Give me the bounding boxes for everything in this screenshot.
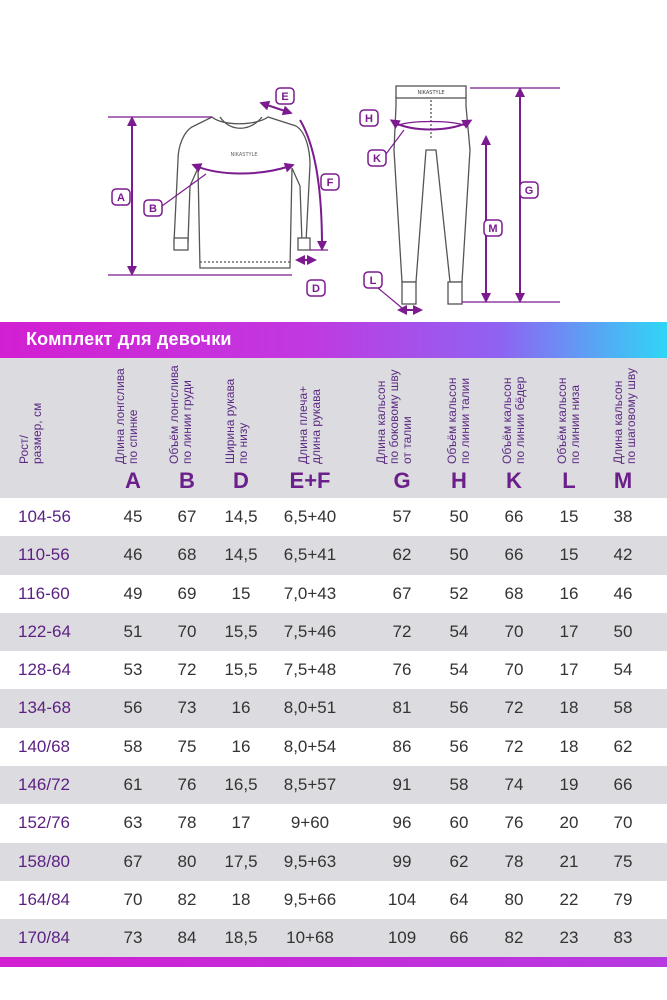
header-letter-a: A xyxy=(125,468,141,493)
value-cell: 58 xyxy=(449,775,469,795)
value-cell: 52 xyxy=(449,583,469,603)
value-cell: 74 xyxy=(504,775,524,795)
svg-text:H: H xyxy=(365,113,373,125)
value-cell: 75 xyxy=(177,736,197,756)
value-cell: 38 xyxy=(613,507,633,526)
value-cell: 76 xyxy=(504,813,524,833)
value-cell: 70 xyxy=(123,889,143,909)
header-letter-d: D xyxy=(233,468,249,493)
header-col-a: Длина лонгслива по спинке xyxy=(113,368,140,464)
value-cell: 80 xyxy=(177,851,197,871)
value-cell: 62 xyxy=(613,736,633,756)
value-cell: 109 xyxy=(387,928,417,948)
value-cell: 81 xyxy=(392,698,412,718)
value-cell: 15 xyxy=(231,583,251,603)
size-cell: 110-56 xyxy=(18,545,70,565)
value-cell: 49 xyxy=(123,583,143,603)
title-banner xyxy=(0,322,667,358)
value-cell: 45 xyxy=(123,507,143,526)
value-cell: 7,0+43 xyxy=(283,583,337,603)
table-row xyxy=(0,689,667,727)
value-cell: 8,0+51 xyxy=(283,698,337,718)
value-cell: 78 xyxy=(504,851,524,871)
value-cell: 23 xyxy=(559,928,579,948)
size-cell: 170/84 xyxy=(18,928,70,948)
value-cell: 6,5+41 xyxy=(283,545,337,565)
value-cell: 10+68 xyxy=(286,928,334,948)
value-cell: 18 xyxy=(231,889,251,909)
value-cell: 19 xyxy=(559,775,579,795)
measurement-diagram xyxy=(0,0,667,322)
shirt-brand-label: NIKASTYLE xyxy=(230,152,258,158)
value-cell: 73 xyxy=(123,928,143,948)
value-cell: 18 xyxy=(559,736,579,756)
marker-g xyxy=(520,182,538,198)
svg-text:A: A xyxy=(117,192,125,204)
value-cell: 17,5 xyxy=(224,851,258,871)
value-cell: 54 xyxy=(449,660,469,680)
svg-text:F: F xyxy=(326,177,334,189)
pants-brand-label: NIKASTYLE xyxy=(417,90,445,96)
value-cell: 75 xyxy=(613,851,633,871)
value-cell: 9,5+66 xyxy=(283,889,337,909)
value-cell: 17 xyxy=(231,813,251,833)
value-cell: 51 xyxy=(123,621,143,641)
value-cell: 60 xyxy=(449,813,469,833)
header-col-h: Объём кальсон по линии талии xyxy=(445,377,472,464)
value-cell: 56 xyxy=(449,698,469,718)
value-cell: 15 xyxy=(559,545,579,565)
size-cell: 158/80 xyxy=(18,851,70,871)
value-cell: 64 xyxy=(449,889,469,909)
value-cell: 82 xyxy=(504,928,524,948)
header-letter-m: M xyxy=(613,468,633,493)
marker-d xyxy=(307,280,325,296)
value-cell: 6,5+40 xyxy=(283,507,337,526)
value-cell: 67 xyxy=(392,583,412,603)
value-cell: 9,5+63 xyxy=(283,851,337,871)
value-cell: 54 xyxy=(449,621,469,641)
value-cell: 76 xyxy=(392,660,412,680)
value-cell: 15,5 xyxy=(224,621,258,641)
header-col-m: Длина кальсон по шаговому шву xyxy=(611,368,638,464)
marker-m xyxy=(484,220,502,236)
value-cell: 58 xyxy=(123,736,143,756)
value-cell: 18 xyxy=(559,698,579,718)
value-cell: 53 xyxy=(123,660,143,680)
value-cell: 14,5 xyxy=(224,545,258,565)
value-cell: 62 xyxy=(392,545,412,565)
value-cell: 50 xyxy=(449,507,469,526)
value-cell: 70 xyxy=(613,813,633,833)
value-cell: 50 xyxy=(449,545,469,565)
value-cell: 46 xyxy=(123,545,143,565)
table-row xyxy=(0,843,667,881)
size-cell: 164/84 xyxy=(18,889,70,909)
value-cell: 16 xyxy=(559,583,579,603)
header-letter-h: H xyxy=(451,468,467,493)
value-cell: 104 xyxy=(387,889,417,909)
header-col-l: Объём кальсон по линии низа xyxy=(555,377,582,464)
marker-h xyxy=(360,110,378,126)
marker-a xyxy=(112,189,130,205)
svg-text:K: K xyxy=(373,153,381,165)
value-cell: 78 xyxy=(177,813,197,833)
header-col-g: Длина кальсон по боковому шву от талии xyxy=(374,369,414,464)
marker-f xyxy=(321,174,339,190)
header-col-k: Объём кальсон по линии бёдер xyxy=(500,376,527,464)
value-cell: 8,0+54 xyxy=(283,736,337,756)
value-cell: 67 xyxy=(123,851,143,871)
header-letter-g: G xyxy=(393,468,411,493)
value-cell: 84 xyxy=(177,928,197,948)
size-table-body xyxy=(0,498,667,958)
table-row xyxy=(0,728,667,766)
header-letter-k: K xyxy=(506,468,522,493)
svg-text:B: B xyxy=(149,203,157,215)
size-cell: 122-64 xyxy=(18,621,71,641)
value-cell: 56 xyxy=(123,698,143,718)
value-cell: 91 xyxy=(392,775,412,795)
svg-text:L: L xyxy=(369,275,377,287)
header-letter-l: L xyxy=(562,468,576,493)
value-cell: 46 xyxy=(613,583,633,603)
value-cell: 96 xyxy=(392,813,412,833)
value-cell: 15 xyxy=(559,507,579,526)
value-cell: 50 xyxy=(613,621,633,641)
table-row xyxy=(0,536,667,574)
value-cell: 16 xyxy=(231,736,251,756)
size-cell: 134-68 xyxy=(18,698,71,718)
value-cell: 68 xyxy=(177,545,197,565)
bottom-accent-bar xyxy=(0,957,667,967)
header-col-b: Объём лонгслива по линии груди xyxy=(167,365,194,464)
svg-text:D: D xyxy=(312,283,320,295)
value-cell: 16,5 xyxy=(224,775,258,795)
value-cell: 8,5+57 xyxy=(283,775,337,795)
header-col-d: Ширина рукава по низу xyxy=(223,378,250,464)
leggings-drawing xyxy=(394,86,470,304)
value-cell: 16 xyxy=(231,698,251,718)
value-cell: 42 xyxy=(613,545,633,565)
value-cell: 70 xyxy=(504,621,524,641)
value-cell: 69 xyxy=(177,583,197,603)
value-cell: 67 xyxy=(177,507,197,526)
banner-title: Комплект для девочки xyxy=(26,329,232,349)
table-row xyxy=(0,881,667,919)
header-letter-ef: E+F xyxy=(289,468,331,493)
value-cell: 79 xyxy=(613,889,633,909)
svg-text:E: E xyxy=(281,91,289,103)
longsleeve-drawing xyxy=(174,117,310,268)
value-cell: 63 xyxy=(123,813,143,833)
header-letter-b: B xyxy=(179,468,195,493)
value-cell: 70 xyxy=(177,621,197,641)
value-cell: 7,5+46 xyxy=(283,621,337,641)
table-row xyxy=(0,498,667,536)
header-col-ef: Длина плеча+ длина рукава xyxy=(296,385,323,464)
size-cell: 128-64 xyxy=(18,660,71,680)
value-cell: 66 xyxy=(504,507,524,526)
value-cell: 9+60 xyxy=(290,813,330,833)
value-cell: 72 xyxy=(504,698,524,718)
value-cell: 70 xyxy=(504,660,524,680)
value-cell: 14,5 xyxy=(224,507,258,526)
value-cell: 86 xyxy=(392,736,412,756)
marker-l xyxy=(364,272,402,308)
size-cell: 146/72 xyxy=(18,775,70,795)
value-cell: 72 xyxy=(504,736,524,756)
value-cell: 7,5+48 xyxy=(283,660,337,680)
svg-text:G: G xyxy=(524,185,534,197)
value-cell: 82 xyxy=(177,889,197,909)
value-cell: 61 xyxy=(123,775,143,795)
value-cell: 22 xyxy=(559,889,579,909)
table-row xyxy=(0,766,667,804)
value-cell: 58 xyxy=(613,698,633,718)
header-size: Рост/ размер, см xyxy=(17,402,44,464)
value-cell: 68 xyxy=(504,583,524,603)
value-cell: 83 xyxy=(613,928,633,948)
value-cell: 76 xyxy=(177,775,197,795)
marker-e xyxy=(276,88,294,104)
value-cell: 15,5 xyxy=(224,660,258,680)
table-row xyxy=(0,651,667,689)
table-row xyxy=(0,575,667,613)
value-cell: 66 xyxy=(449,928,469,948)
value-cell: 72 xyxy=(392,621,412,641)
table-row xyxy=(0,919,667,957)
value-cell: 21 xyxy=(559,851,579,871)
value-cell: 17 xyxy=(559,660,579,680)
value-cell: 20 xyxy=(559,813,579,833)
size-cell: 116-60 xyxy=(18,583,70,603)
size-cell: 140/68 xyxy=(18,736,70,756)
value-cell: 56 xyxy=(449,736,469,756)
value-cell: 80 xyxy=(504,889,524,909)
table-row xyxy=(0,804,667,842)
table-row xyxy=(0,613,667,651)
value-cell: 66 xyxy=(504,545,524,565)
table-header xyxy=(0,358,667,498)
size-cell: 104-56 xyxy=(18,507,71,526)
size-cell: 152/76 xyxy=(18,813,70,833)
value-cell: 17 xyxy=(559,621,579,641)
value-cell: 66 xyxy=(613,775,633,795)
value-cell: 72 xyxy=(177,660,197,680)
value-cell: 57 xyxy=(392,507,412,526)
value-cell: 18,5 xyxy=(224,928,258,948)
value-cell: 54 xyxy=(613,660,633,680)
value-cell: 99 xyxy=(392,851,412,871)
svg-text:M: M xyxy=(488,223,498,235)
value-cell: 73 xyxy=(177,698,197,718)
value-cell: 62 xyxy=(449,851,469,871)
